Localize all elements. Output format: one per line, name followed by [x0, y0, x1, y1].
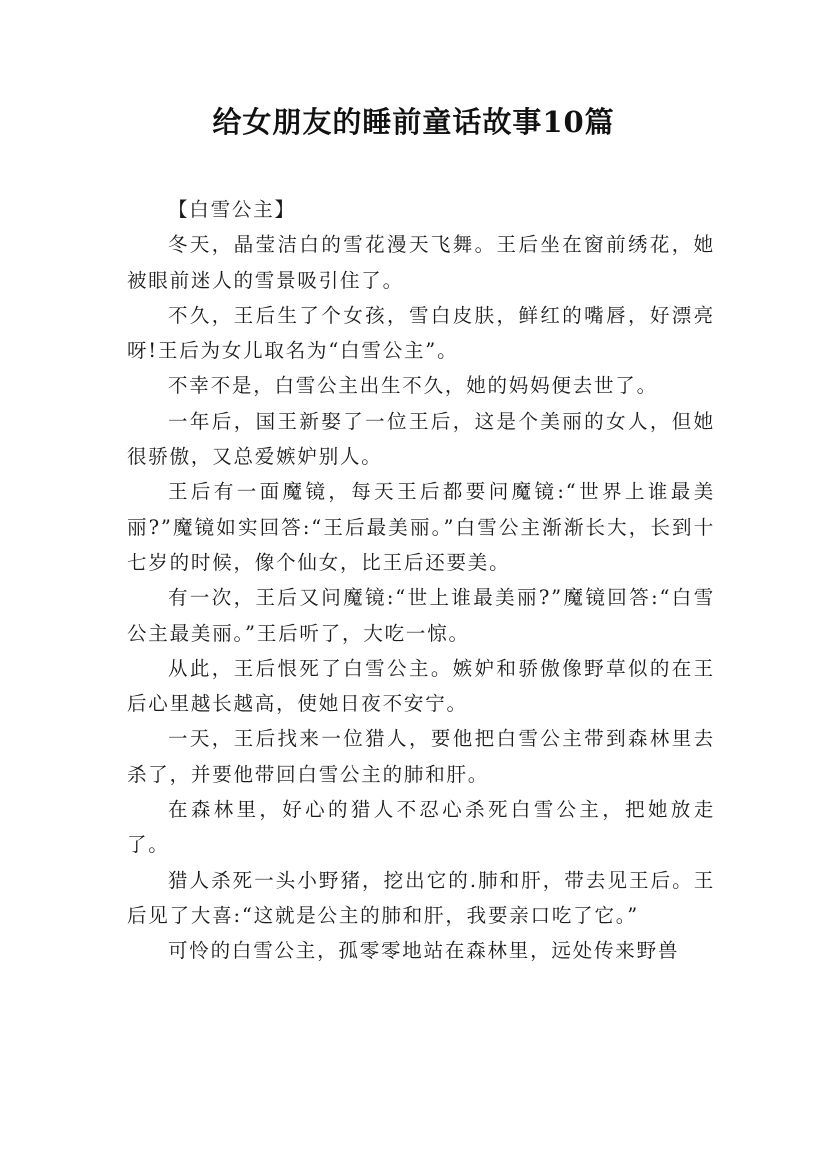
paragraph: 在森林里，好心的猎人不忍心杀死白雪公主，把她放走了。 [127, 798, 715, 857]
paragraph: 不久，王后生了个女孩，雪白皮肤，鲜红的嘴唇，好漂亮呀!王后为女儿取名为“白雪公主”。 [127, 303, 715, 363]
section-heading: 【白雪公主】 [168, 198, 296, 221]
paragraph: 冬天，晶莹洁白的雪花漫天飞舞。王后坐在窗前绣花，她被眼前迷人的雪景吸引住了。 [127, 233, 715, 292]
paragraph: 猎人杀死一头小野猪，挖出它的.肺和肝，带去见王后。王后见了大喜:“这就是公主的肺和肝，我要亲口吃了它。” [127, 868, 715, 927]
paragraph: 一年后，国王新娶了一位王后，这是个美丽的女人，但她很骄傲，又总爱嫉妒别人。 [127, 409, 715, 469]
paragraph: 王后有一面魔镜，每天王后都要问魔镜:“世界上谁最美丽?”魔镜如实回答:“王后最美丽。”白雪公主渐渐长大，长到十七岁的时候，像个仙女，比王后还要美。 [127, 480, 715, 574]
paragraph: 一天，王后找来一位猎人，要他把白雪公主带到森林里去杀了，并要他带回白雪公主的肺和肝。 [127, 727, 715, 786]
document-body [127, 192, 715, 969]
paragraph: 不幸不是，白雪公主出生不久，她的妈妈便去世了。 [168, 374, 658, 398]
paragraph: 从此，王后恨死了白雪公主。嫉妒和骄傲像野草似的在王后心里越长越高，使她日夜不安宁。 [127, 656, 715, 716]
document-title: 给女朋友的睡前童话故事10篇 [212, 105, 615, 139]
paragraph: 有一次，王后又问魔镜:“世上谁最美丽?”魔镜回答:“白雪公主最美丽。”王后听了，大吃一惊。 [127, 586, 715, 645]
paragraph: 可怜的白雪公主，孤零零地站在森林里，远处传来野兽 [168, 939, 680, 963]
